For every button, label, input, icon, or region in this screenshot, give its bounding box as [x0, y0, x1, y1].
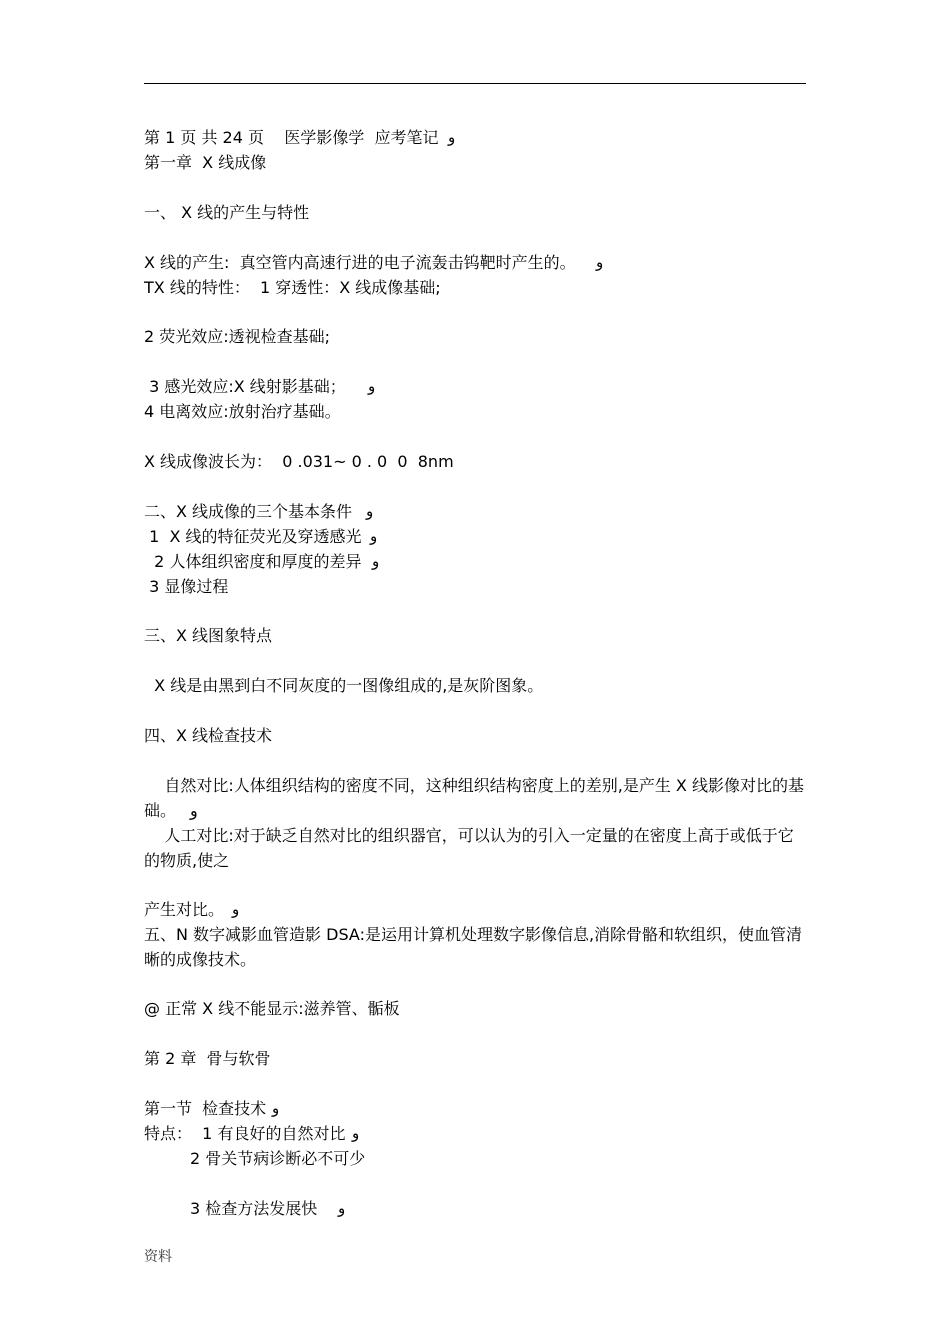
page-header-line — [144, 125, 808, 150]
stray-mark: و — [366, 502, 374, 520]
section-heading-4: 四、X 线检查技术 — [144, 726, 273, 745]
stray-mark: و — [352, 1124, 360, 1142]
stray-mark: و — [338, 1199, 346, 1217]
text-line: X 线的产生: 真空管内高速行进的电子流轰击钨靶时产生的。 — [144, 253, 576, 272]
text-line: TX 线的特性： 1 穿透性：X 线成像基础; — [144, 278, 441, 297]
stray-mark: و — [448, 128, 456, 146]
stray-mark: و — [232, 900, 240, 918]
stray-mark: و — [370, 527, 378, 545]
chapter-title: 第一章 X 线成像 — [144, 153, 267, 172]
paragraph-artificial-contrast: 人工对比:对于缺乏自然对比的组织器官，可以认为的引入一定量的在密度上高于或低于它的物质,使之 — [144, 826, 794, 870]
paragraph-dsa: 五、N 数字减影血管造影 DSA:是运用计算机处理数字影像信息,消除骨骼和软组织，使血管清晰的成像技术。 — [144, 925, 803, 969]
stray-mark: و — [272, 1099, 280, 1117]
paragraph-natural-contrast — [144, 773, 808, 823]
text-line: @ 正常 X 线不能显示:滋养管、骺板 — [144, 999, 400, 1018]
list-item: 1 X 线的特征荧光及穿透感光 — [144, 527, 362, 546]
list-item: 3 显像过程 — [144, 577, 229, 596]
list-item: 特点： 1 有良好的自然对比 — [144, 1124, 346, 1143]
text-line: X 线是由黑到白不同灰度的一图像组成的,是灰阶图象。 — [144, 676, 544, 695]
stray-mark: و — [368, 377, 376, 395]
page-header-text: 第 1 页 共 24 页 医学影像学 应考笔记 — [144, 128, 439, 147]
header-rule — [144, 83, 806, 84]
section-heading-2: 二、X 线成像的三个基本条件 — [144, 502, 353, 521]
list-item: 3 检查方法发展快 — [190, 1199, 318, 1218]
text-line: X 线成像波长为： 0 .031~ 0 . 0 0 8nm — [144, 452, 454, 471]
text-line: 4 电离效应:放射治疗基础。 — [144, 402, 341, 421]
chapter-title: 第 2 章 骨与软骨 — [144, 1049, 271, 1068]
section-heading-1: 一、 X 线的产生与特性 — [144, 203, 310, 222]
stray-mark: و — [372, 552, 380, 570]
paragraph-text: 自然对比:人体组织结构的密度不同，这种组织结构密度上的差别,是产生 X 线影像对比的基础。 — [144, 776, 804, 820]
stray-mark: و — [596, 253, 604, 271]
text-line: 3 感光效应:X 线射影基础； — [144, 377, 346, 396]
stray-mark: و — [190, 801, 198, 820]
section-heading-3: 三、X 线图象特点 — [144, 626, 273, 645]
text-line: 产生对比。 — [144, 900, 225, 919]
page-footer: 资料 — [144, 1249, 172, 1265]
text-line: 2 荧光效应:透视检查基础; — [144, 327, 331, 346]
list-item: 2 骨关节病诊断必不可少 — [190, 1149, 366, 1168]
list-item: 2 人体组织密度和厚度的差异 — [144, 552, 362, 571]
section-title: 第一节 检查技术 — [144, 1099, 267, 1118]
